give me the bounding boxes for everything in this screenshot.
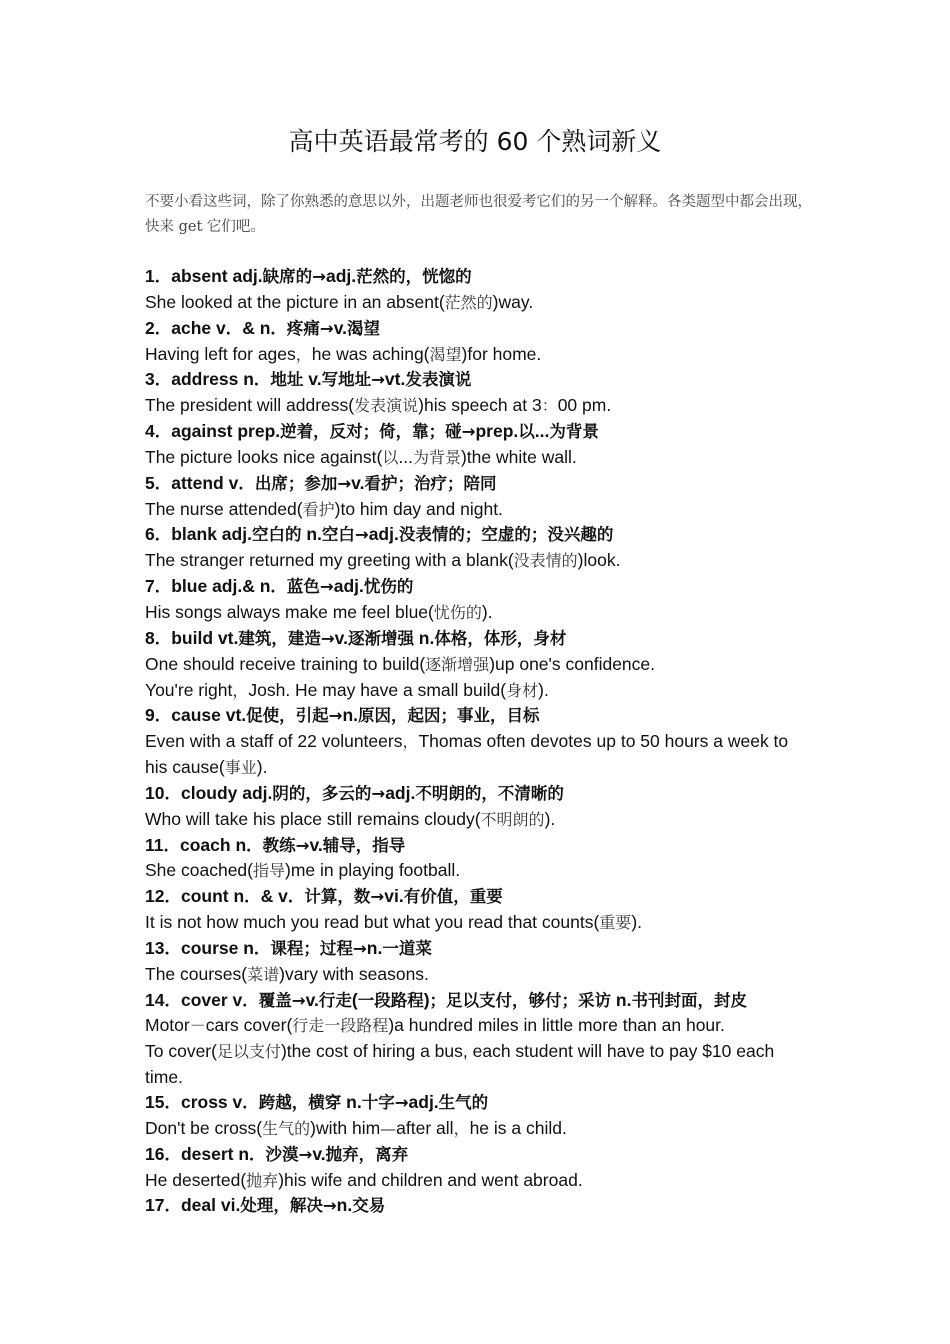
entry-item [145, 522, 810, 574]
entry-item [145, 1090, 810, 1142]
document-title: 高中英语最常考的 60 个熟词新义 [288, 127, 662, 156]
intro-paragraph: 不要小看这些词，除了你熟悉的意思以外，出题老师也很爱考它们的另一个解释。各类题型中都会出现，快来 get 它们吧。 [145, 194, 812, 235]
example-sentence: The stranger returned my greeting with a blank(没表情的)look. [145, 550, 621, 571]
example-sentence: Who will take his place still remains cloudy(不明朗的). [145, 808, 556, 829]
entry-item [145, 884, 810, 936]
entry-heading: 3．address n．地址 v.写地址→vt.发表演说 [145, 369, 472, 390]
entry-heading: 12．count n．& v．计算，数→vi.有价值，重要 [145, 886, 503, 907]
entry-item [145, 1193, 810, 1219]
example-sentence: He deserted(抛弃)his wife and children and went abroad. [145, 1169, 583, 1190]
entry-list [145, 264, 810, 1219]
example-sentence: The courses(菜谱)vary with seasons. [145, 963, 429, 984]
example-sentence: She looked at the picture in an absent(茫然的)way. [145, 291, 534, 312]
example-sentence: Having left for ages，he was aching(渴望)for home. [145, 343, 542, 364]
entry-heading: 15．cross v．跨越，横穿 n.十字→adj.生气的 [145, 1092, 489, 1112]
example-sentence: It is not how much you read but what you read that counts(重要). [145, 912, 643, 933]
entry-heading: 14．cover v．覆盖→v.行走(一段路程)；足以支付，够付；采访 n.书刊封面，封皮 [145, 989, 747, 1010]
entry-heading: 2．ache v．& n．疼痛→v.渴望 [145, 317, 381, 338]
entry-heading: 11．coach n．教练→v.辅导，指导 [145, 834, 406, 855]
entry-heading: 8．build vt.建筑，建造→v.逐渐增强 n.体格，体形，身材 [145, 627, 567, 648]
entry-item [145, 703, 810, 781]
entry-heading: 4．against prep.逆着，反对；倚，靠；碰→prep.以...为背景 [145, 421, 599, 442]
entry-heading: 10．cloudy adj.阴的，多云的→adj.不明朗的，不清晰的 [145, 782, 564, 803]
example-sentence: His songs always make me feel blue(忧伤的). [145, 601, 493, 622]
example-sentence: You're right，Josh. He may have a small build(身材). [145, 679, 549, 700]
entry-item [145, 471, 810, 523]
example-sentence: The picture looks nice against(以...为背景)the white wall. [145, 446, 577, 467]
example-sentence: To cover(足以支付)the cost of hiring a bus, each student will have to pay $10 each time. [145, 1041, 775, 1088]
example-sentence: Don't be cross(生气的)with him—after all，he is a child. [145, 1117, 567, 1138]
entry-item [145, 574, 810, 626]
entry-heading: 1．absent adj.缺席的→adj.茫然的，恍惚的 [145, 266, 472, 286]
entry-heading: 17．deal vi.处理，解决→n.交易 [145, 1195, 386, 1216]
entry-item [145, 988, 810, 1090]
entry-item [145, 936, 810, 988]
entry-heading: 9．cause vt.促使，引起→n.原因，起因；事业，目标 [145, 705, 540, 726]
entry-item [145, 626, 810, 704]
entry-heading: 16．desert n．沙漠→v.抛弃，离弃 [145, 1143, 409, 1164]
example-sentence: Motor－cars cover(行走一段路程)a hundred miles in little more than an hour. [145, 1015, 725, 1036]
entry-heading: 5．attend v．出席；参加→v.看护；治疗；陪同 [145, 472, 497, 493]
example-sentence: The president will address(发表演说)his speech at 3：00 pm. [145, 395, 612, 416]
example-sentence: She coached(指导)me in playing football. [145, 860, 461, 881]
example-sentence: One should receive training to build(逐渐增强)up one's confidence. [145, 653, 656, 674]
entry-item [145, 1142, 810, 1194]
entry-item [145, 264, 810, 316]
entry-heading: 7．blue adj.& n．蓝色→adj.忧伤的 [145, 576, 414, 597]
entry-item [145, 419, 810, 471]
entry-item [145, 367, 810, 419]
entry-item [145, 833, 810, 885]
entry-item [145, 316, 810, 368]
entry-heading: 6．blank adj.空白的 n.空白→adj.没表情的；空虚的；没兴趣的 [145, 524, 614, 545]
example-sentence: Even with a staff of 22 volunteers，Thomas often devotes up to 50 hours a week to his cause(事业). [145, 731, 789, 778]
entry-item [145, 781, 810, 833]
example-sentence: The nurse attended(看护)to him day and night. [145, 498, 503, 519]
entry-heading: 13．course n．课程；过程→n.一道菜 [145, 937, 432, 958]
